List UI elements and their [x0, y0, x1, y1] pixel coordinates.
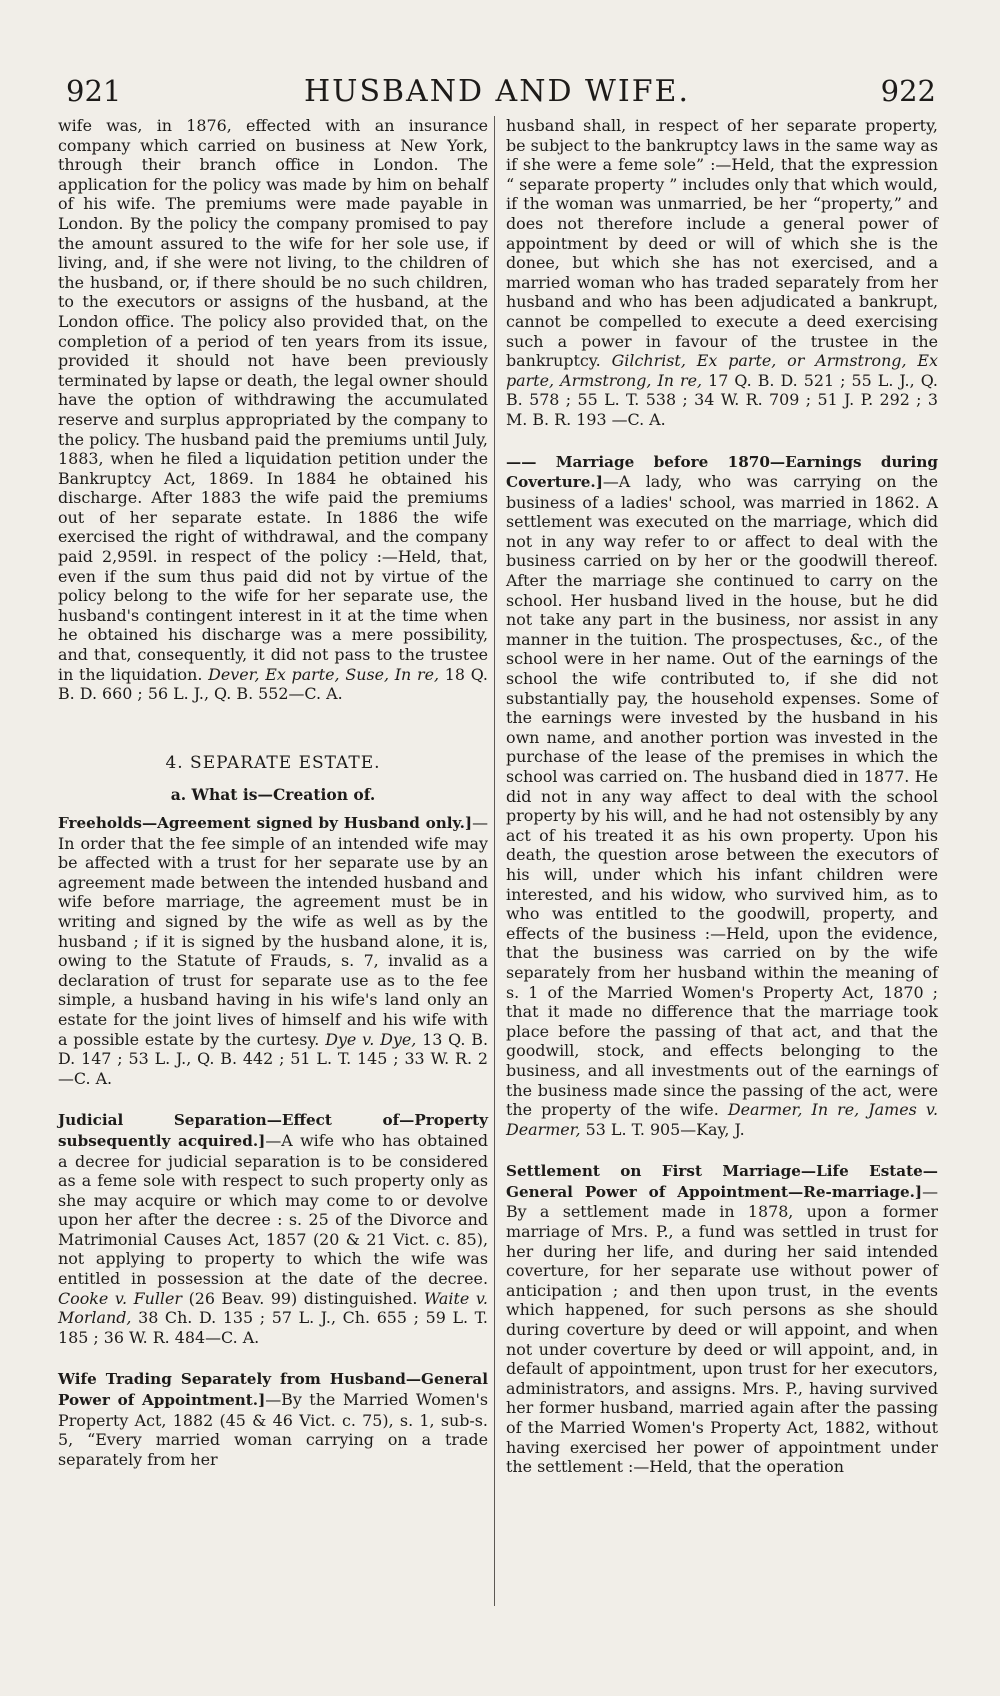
citation: 18 Q. B. D. 660 ; 56 L. J., Q. B. 552—C. A.: [58, 664, 488, 704]
section-heading: 4. SEPARATE ESTATE.: [165, 752, 381, 773]
case-paragraph: [58, 1369, 488, 1469]
case-paragraph: [506, 116, 938, 430]
case-name: Dearmer, In re, James v. Dearmer,: [506, 1100, 938, 1139]
paragraph-text: —A wife who has obtained a decree for judicial separation is to be considered as a feme sole with respect to such property only as she may acquire or which may come to or devolve upon her after the decree : s. 25 of the Divorce and Matrimonial Causes Act, 1857 (20 & 21 Vict. c. 85), not applying to property to which the wife was entitled in possession at the date of the decree.: [58, 1130, 488, 1289]
case-paragraph: [506, 1161, 938, 1477]
case-name: Dever, Ex parte, Suse, In re,: [208, 664, 440, 684]
paragraph-heading: —— Marriage before 1870—Earnings during Coverture.]: [506, 452, 938, 492]
paragraph-text: —By a settlement made in 1878, upon a former marriage of Mrs. P., a fund was settled in trust for her during her life, and during her said intended coverture, for her separate use without power of anticipation ; and then upon trust, in the events which happened, for such persons as she should during coverture by deed or will appoint, and when not under coverture by deed or will appoint, and, in default of appointment, upon trust for her executors, administrators, and assigns. Mrs. P., having survived her former husband, married again after the passing of the Married Women's Property Act, 1882, without having exercised her power of appointment under the settlement :—Held, that the operation: [506, 1181, 938, 1477]
case-paragraph: [58, 813, 488, 1088]
citation: 38 Ch. D. 135 ; 57 L. J., Ch. 655 ; 59 L. T. 185 ; 36 W. R. 484—C. A.: [58, 1308, 488, 1347]
citation: 17 Q. B. D. 521 ; 55 L. J., Q. B. 578 ; 55 L. T. 538 ; 34 W. R. 709 ; 51 J. P. 292 ; 3 M. B. R. 193 —C. A.: [506, 370, 938, 429]
citation: 13 Q. B. D. 147 ; 53 L. J., Q. B. 442 ; 51 L. T. 145 ; 33 W. R. 2—C. A.: [58, 1029, 488, 1088]
paragraph-text: husband shall, in respect of her separate property, be subject to the bankruptcy laws in the same way as if she were a feme sole” :—Held, that the expression “ separate property ” includes only that which would, if the woman was unmarried, be her “property,” and does not therefore include a general power of appointment by deed or will of which she is the donee, but which she has not exercised, and a married woman who has traded separately from her husband and who has been adjudicated a bankrupt, cannot be compelled to execute a deed exercising such a power in favour of the trustee in the bankruptcy.: [506, 116, 938, 371]
right-column: [506, 116, 938, 1477]
case-paragraph: [58, 1110, 488, 1347]
paragraph-text: —A lady, who was carrying on the business of a ladies' school, was married in 1862. A settlement was executed on the marriage, which did not in any way refer to or affect to deal with the business carried on by her or the goodwill thereof. After the marriage she continued to carry on the school. Her husband lived in the house, but he did not take any part in the business, nor assist in any manner in the tuition. The prospectuses, &c., of the school were in her name. Out of the earnings of the school the wife contributed to, if she did not substantially pay, the household expenses. Some of the earnings were invested by the husband in his own name, and another portion was invested in the purchase of the lease of the premises in which the school was carried on. The husband died in 1877. He did not in any way affect to deal with the school property by his will, and he had not ostensibly by any act of his treated it as his own property. Upon his death, the question arose between the executors of his will, under which his infant children were interested, and his widow, who survived him, as to who was entitled to the goodwill, property, and effects of the business :—Held, upon the evidence, that the business was carried on by the wife separately from her husband within the meaning of s. 1 of the Married Women's Property Act, 1870 ; that it made no difference that the marriage took place before the passing of that act, and that the goodwill, stock, and effects belonging to the business, and all investments out of the earnings of the business made since the passing of the act, were the property of the wife.: [506, 472, 938, 1120]
running-header: [58, 72, 936, 112]
case-paragraph: [506, 452, 938, 1140]
case-name: Cooke v. Fuller: [58, 1288, 183, 1308]
paragraph-heading: Settlement on First Marriage—Life Estate—General Power of Appointment—Re-marriage.]: [506, 1162, 938, 1201]
case-paragraph: [58, 116, 488, 704]
left-page-number: 921: [66, 74, 122, 108]
left-column: [58, 116, 488, 1469]
paragraph-heading: Wife Trading Separately from Husband—General Power of Appointment.]: [58, 1370, 488, 1410]
citation: 53 L. T. 905—Kay, J.: [585, 1119, 745, 1139]
paragraph-text: —By the Married Women's Property Act, 1882 (45 & 46 Vict. c. 75), s. 1, sub-s. 5, “Every married woman carrying on a trade separately from her: [58, 1390, 488, 1469]
case-name: Gilchrist, Ex parte, or Armstrong, Ex parte, Armstrong, In re,: [506, 351, 938, 390]
right-page-number: 922: [880, 74, 936, 108]
page-title: HUSBAND AND WIFE.: [304, 74, 690, 109]
case-name: Dye v. Dye,: [325, 1029, 417, 1049]
citation: (26 Beav. 99) distinguished.: [188, 1288, 418, 1308]
case-name: Waite v. Morland,: [58, 1288, 488, 1328]
paragraph-text: —In order that the fee simple of an intended wife may be affected with a trust for her separate use by an agreement made between the intended husband and wife before marriage, the agreement must be in writing and signed by the wife as well as by the husband ; if it is signed by the husband alone, it is, owing to the Statute of Frauds, s. 7, invalid as a declaration of trust for separate use as to the fee simple, a husband having in his wife's land only an estate for the joint lives of himself and his wife with a possible estate by the curtesy.: [58, 813, 488, 1049]
column-divider: [494, 116, 495, 1606]
paragraph-heading: Judicial Separation—Effect of—Property subsequently acquired.]: [58, 1111, 488, 1150]
paragraph-heading: Freeholds—Agreement signed by Husband only.]: [58, 814, 473, 832]
paragraph-text: wife was, in 1876, effected with an insurance company which carried on business at New York, through their branch office in London. The application for the policy was made by him on behalf of his wife. The premiums were made payable in London. By the policy the company promised to pay the amount assured to the wife for her sole use, if living, and, if she were not living, to the children of the husband, or, if there should be no such children, to the executors or assigns of the husband, at the London office. The policy also provided that, on the completion of a period of ten years from its issue, provided it should not have been previously terminated by lapse or death, the legal owner should have the option of withdrawing the accumulated reserve and surplus appropriated by the company to the policy. The husband paid the premiums until July, 1883, when he filed a liquidation petition under the Bankruptcy Act, 1869. In 1884 he obtained his discharge. After 1883 the wife paid the premiums out of her separate estate. In 1886 the wife exercised the right of withdrawal, and the company paid 2,959l. in respect of the policy :—Held, that, even if the sum thus paid did not by virtue of the policy belong to the wife for her separate use, the husband's contingent interest in it at the time when he obtained his discharge was a mere possibility, and that, consequently, it did not pass to the trustee in the liquidation.: [58, 116, 488, 684]
subsection-heading: a. What is—Creation of.: [170, 785, 376, 805]
